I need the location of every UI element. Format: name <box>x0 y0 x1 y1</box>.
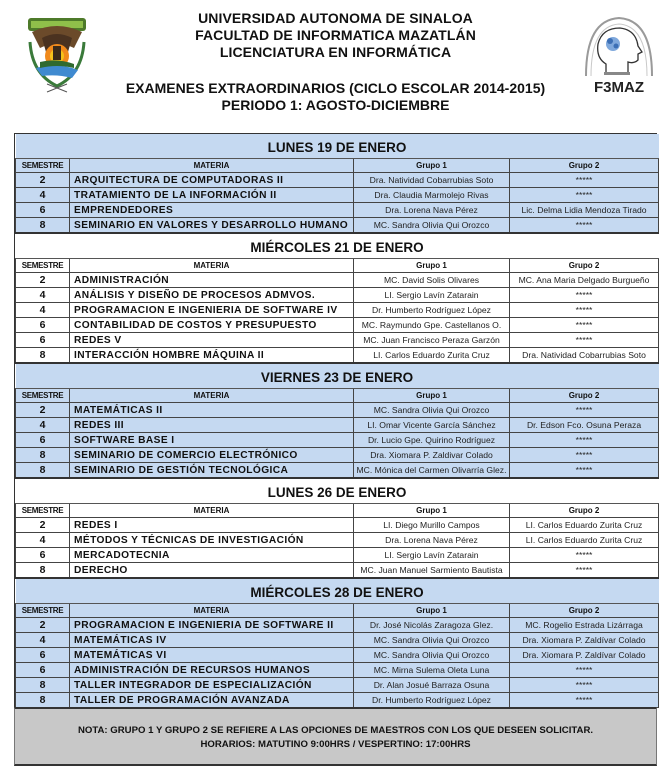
materia-cell: MATEMÁTICAS IV <box>70 633 354 648</box>
table-row <box>16 188 659 203</box>
column-header-materia: MATERIA <box>70 604 354 618</box>
grupo2-cell: Dr. Edson Fco. Osuna Peraza <box>510 418 659 433</box>
table-row <box>16 303 659 318</box>
grupo1-cell: Dr. Alan Josué Barraza Osuna <box>354 678 510 693</box>
day-title: MIÉRCOLES 28 DE ENERO <box>16 578 659 604</box>
document-header <box>0 0 671 125</box>
materia-cell: MÉTODOS Y TÉCNICAS DE INVESTIGACIÓN <box>70 533 354 548</box>
materia-cell: SEMINARIO DE GESTIÓN TECNOLÓGICA <box>70 463 354 479</box>
column-header-row <box>16 389 659 403</box>
table-row <box>16 418 659 433</box>
table-row <box>16 348 659 364</box>
semestre-cell: 6 <box>16 203 70 218</box>
grupo1-cell: Dra. Lorena Nava Pérez <box>354 203 510 218</box>
grupo2-cell: ***** <box>510 548 659 563</box>
table-row <box>16 548 659 563</box>
semestre-cell: 4 <box>16 533 70 548</box>
column-header-materia: MATERIA <box>70 504 354 518</box>
table-row <box>16 218 659 234</box>
grupo2-cell: ***** <box>510 403 659 418</box>
column-header-grupo2: Grupo 2 <box>510 604 659 618</box>
semestre-cell: 2 <box>16 173 70 188</box>
materia-cell: MATEMÁTICAS II <box>70 403 354 418</box>
institution-titles <box>0 10 671 61</box>
grupo1-cell: Dr. José Nicolás Zaragoza Glez. <box>354 618 510 633</box>
fimaz-head-logo-icon <box>580 14 658 98</box>
table-row <box>16 693 659 708</box>
grupo2-cell: LI. Carlos Eduardo Zurita Cruz <box>510 518 659 533</box>
column-header-grupo1: Grupo 1 <box>354 604 510 618</box>
materia-cell: REDES I <box>70 518 354 533</box>
grupo2-cell: ***** <box>510 693 659 708</box>
materia-cell: ADMINISTRACIÓN <box>70 273 354 288</box>
semestre-cell: 4 <box>16 188 70 203</box>
exam-titles <box>0 80 671 114</box>
grupo2-cell: Dra. Xiomara P. Zaldívar Colado <box>510 633 659 648</box>
semestre-cell: 4 <box>16 303 70 318</box>
grupo2-cell: ***** <box>510 563 659 579</box>
grupo1-cell: LI. Carlos Eduardo Zurita Cruz <box>354 348 510 364</box>
grupo2-cell: ***** <box>510 433 659 448</box>
day-title-row <box>16 134 659 159</box>
grupo1-cell: MC. Mónica del Carmen Olivarría Glez. <box>354 463 510 479</box>
semestre-cell: 8 <box>16 218 70 234</box>
grupo1-cell: LI. Sergio Lavín Zatarain <box>354 548 510 563</box>
column-header-row <box>16 259 659 273</box>
materia-cell: DERECHO <box>70 563 354 579</box>
semestre-cell: 6 <box>16 548 70 563</box>
note-groups-explanation: NOTA: GRUPO 1 Y GRUPO 2 SE REFIERE A LAS OPCIONES DE MAESTROS CON LOS QUE DESEEN SOLICITAR. <box>77 725 594 736</box>
grupo1-cell: Dr. Humberto Rodríguez López <box>354 693 510 708</box>
table-row <box>16 663 659 678</box>
materia-cell: EMPRENDEDORES <box>70 203 354 218</box>
table-row <box>16 648 659 663</box>
table-row <box>16 203 659 218</box>
grupo1-cell: MC. Raymundo Gpe. Castellanos O. <box>354 318 510 333</box>
fimaz-logo-text: F3MAZ <box>594 79 644 96</box>
column-header-semestre: SEMESTRE <box>16 259 70 273</box>
column-header-grupo2: Grupo 2 <box>510 389 659 403</box>
column-header-semestre: SEMESTRE <box>16 504 70 518</box>
table-row <box>16 173 659 188</box>
day-title: MIÉRCOLES 21 DE ENERO <box>16 233 659 259</box>
table-row <box>16 618 659 633</box>
column-header-grupo2: Grupo 2 <box>510 259 659 273</box>
table-row <box>16 318 659 333</box>
grupo1-cell: LI. Sergio Lavín Zatarain <box>354 288 510 303</box>
semestre-cell: 4 <box>16 633 70 648</box>
exam-schedule-table <box>14 133 657 710</box>
column-header-materia: MATERIA <box>70 389 354 403</box>
grupo2-cell: Lic. Delma Lidia Mendoza Tirado <box>510 203 659 218</box>
semestre-cell: 6 <box>16 433 70 448</box>
grupo2-cell: MC. Rogelio Estrada Lizárraga <box>510 618 659 633</box>
materia-cell: ARQUITECTURA DE COMPUTADORAS II <box>70 173 354 188</box>
day-title: LUNES 19 DE ENERO <box>16 134 659 159</box>
table-row <box>16 518 659 533</box>
table-row <box>16 563 659 579</box>
grupo1-cell: Dra. Natividad Cobarrubias Soto <box>354 173 510 188</box>
column-header-semestre: SEMESTRE <box>16 159 70 173</box>
day-section <box>16 478 659 578</box>
grupo1-cell: Dra. Xiomara P. Zaldivar Colado <box>354 448 510 463</box>
column-header-grupo1: Grupo 1 <box>354 259 510 273</box>
column-header-semestre: SEMESTRE <box>16 389 70 403</box>
grupo2-cell: ***** <box>510 303 659 318</box>
materia-cell: SEMINARIO DE COMERCIO ELECTRÓNICO <box>70 448 354 463</box>
materia-cell: REDES V <box>70 333 354 348</box>
column-header-materia: MATERIA <box>70 259 354 273</box>
grupo2-cell: ***** <box>510 288 659 303</box>
materia-cell: INTERACCIÓN HOMBRE MÁQUINA II <box>70 348 354 364</box>
table-row <box>16 463 659 479</box>
materia-cell: ADMINISTRACIÓN DE RECURSOS HUMANOS <box>70 663 354 678</box>
day-title-row <box>16 233 659 259</box>
university-name: UNIVERSIDAD AUTONOMA DE SINALOA <box>198 10 473 26</box>
day-title: VIERNES 23 DE ENERO <box>16 363 659 389</box>
grupo2-cell: MC. Ana Maria Delgado Burgueño <box>510 273 659 288</box>
column-header-semestre: SEMESTRE <box>16 604 70 618</box>
faculty-name: FACULTAD DE INFORMATICA MAZATLÁN <box>195 27 476 43</box>
semestre-cell: 4 <box>16 288 70 303</box>
day-title-row <box>16 363 659 389</box>
day-title: LUNES 26 DE ENERO <box>16 478 659 504</box>
materia-cell: MATEMÁTICAS VI <box>70 648 354 663</box>
grupo1-cell: Dr. Humberto Rodríguez López <box>354 303 510 318</box>
grupo1-cell: MC. Juan Francisco Peraza Garzón <box>354 333 510 348</box>
semestre-cell: 6 <box>16 318 70 333</box>
grupo2-cell: ***** <box>510 678 659 693</box>
day-section <box>16 134 659 233</box>
grupo1-cell: Dr. Lucio Gpe. Quirino Rodríguez <box>354 433 510 448</box>
semestre-cell: 8 <box>16 678 70 693</box>
column-header-row <box>16 504 659 518</box>
grupo1-cell: MC. Mirna Sulema Oleta Luna <box>354 663 510 678</box>
grupo1-cell: MC. Sandra Olivia Qui Orozco <box>354 648 510 663</box>
grupo2-cell: Dra. Xiomara P. Zaldívar Colado <box>510 648 659 663</box>
day-title-row <box>16 478 659 504</box>
materia-cell: PROGRAMACION E INGENIERIA DE SOFTWARE IV <box>70 303 354 318</box>
semestre-cell: 4 <box>16 418 70 433</box>
column-header-grupo1: Grupo 1 <box>354 389 510 403</box>
table-row <box>16 448 659 463</box>
semestre-cell: 2 <box>16 618 70 633</box>
grupo2-cell: LI. Carlos Eduardo Zurita Cruz <box>510 533 659 548</box>
materia-cell: TALLER DE PROGRAMACIÓN AVANZADA <box>70 693 354 708</box>
materia-cell: REDES III <box>70 418 354 433</box>
column-header-row <box>16 604 659 618</box>
exam-period: PERIODO 1: AGOSTO-DICIEMBRE <box>221 97 450 113</box>
day-section <box>16 578 659 708</box>
table-row <box>16 433 659 448</box>
grupo2-cell: ***** <box>510 448 659 463</box>
semestre-cell: 8 <box>16 693 70 708</box>
table-row <box>16 333 659 348</box>
day-title-row <box>16 578 659 604</box>
grupo1-cell: MC. Juan Manuel Sarmiento Bautista <box>354 563 510 579</box>
semestre-cell: 8 <box>16 448 70 463</box>
column-header-grupo1: Grupo 1 <box>354 159 510 173</box>
grupo2-cell: ***** <box>510 333 659 348</box>
semestre-cell: 8 <box>16 348 70 364</box>
grupo2-cell: ***** <box>510 218 659 234</box>
table-row <box>16 633 659 648</box>
semestre-cell: 8 <box>16 563 70 579</box>
column-header-grupo1: Grupo 1 <box>354 504 510 518</box>
semestre-cell: 6 <box>16 333 70 348</box>
grupo2-cell: Dra. Natividad Cobarrubias Soto <box>510 348 659 364</box>
grupo1-cell: LI. Omar Vicente García Sánchez <box>354 418 510 433</box>
semestre-cell: 6 <box>16 648 70 663</box>
note-schedule-hours: HORARIOS: MATUTINO 9:00HRS / VESPERTINO: 17:00HRS <box>200 739 471 750</box>
table-row <box>16 288 659 303</box>
materia-cell: CONTABILIDAD DE COSTOS Y PRESUPUESTO <box>70 318 354 333</box>
materia-cell: PROGRAMACION E INGENIERIA DE SOFTWARE II <box>70 618 354 633</box>
column-header-materia: MATERIA <box>70 159 354 173</box>
semestre-cell: 2 <box>16 273 70 288</box>
grupo2-cell: ***** <box>510 188 659 203</box>
exam-title: EXAMENES EXTRAORDINARIOS (CICLO ESCOLAR 2014-2015) <box>125 80 546 96</box>
grupo1-cell: Dra. Lorena Nava Pérez <box>354 533 510 548</box>
grupo2-cell: ***** <box>510 318 659 333</box>
semestre-cell: 2 <box>16 518 70 533</box>
grupo1-cell: MC. Sandra Olivia Qui Orozco <box>354 403 510 418</box>
materia-cell: TRATAMIENTO DE LA INFORMACIÓN II <box>70 188 354 203</box>
table-row <box>16 533 659 548</box>
day-section <box>16 363 659 478</box>
table-row <box>16 678 659 693</box>
day-section <box>16 233 659 363</box>
semestre-cell: 6 <box>16 663 70 678</box>
grupo1-cell: MC. Sandra Olivia Qui Orozco <box>354 218 510 234</box>
grupo2-cell: ***** <box>510 463 659 479</box>
program-name: LICENCIATURA EN INFORMÁTICA <box>219 44 452 60</box>
schedule-note <box>14 707 657 766</box>
semestre-cell: 8 <box>16 463 70 479</box>
column-header-grupo2: Grupo 2 <box>510 159 659 173</box>
table-row <box>16 403 659 418</box>
column-header-row <box>16 159 659 173</box>
grupo2-cell: ***** <box>510 663 659 678</box>
grupo1-cell: MC. David Solis Olivares <box>354 273 510 288</box>
materia-cell: MERCADOTECNIA <box>70 548 354 563</box>
semestre-cell: 2 <box>16 403 70 418</box>
materia-cell: SOFTWARE BASE I <box>70 433 354 448</box>
grupo1-cell: LI. Diego Murillo Campos <box>354 518 510 533</box>
materia-cell: TALLER INTEGRADOR DE ESPECIALIZACIÓN <box>70 678 354 693</box>
grupo2-cell: ***** <box>510 173 659 188</box>
grupo1-cell: MC. Sandra Olivia Qui Orozco <box>354 633 510 648</box>
column-header-grupo2: Grupo 2 <box>510 504 659 518</box>
materia-cell: ANÁLISIS Y DISEÑO DE PROCESOS ADMVOS. <box>70 288 354 303</box>
table-row <box>16 273 659 288</box>
materia-cell: SEMINARIO EN VALORES Y DESARROLLO HUMANO <box>70 218 354 234</box>
grupo1-cell: Dra. Claudia Marmolejo Rivas <box>354 188 510 203</box>
